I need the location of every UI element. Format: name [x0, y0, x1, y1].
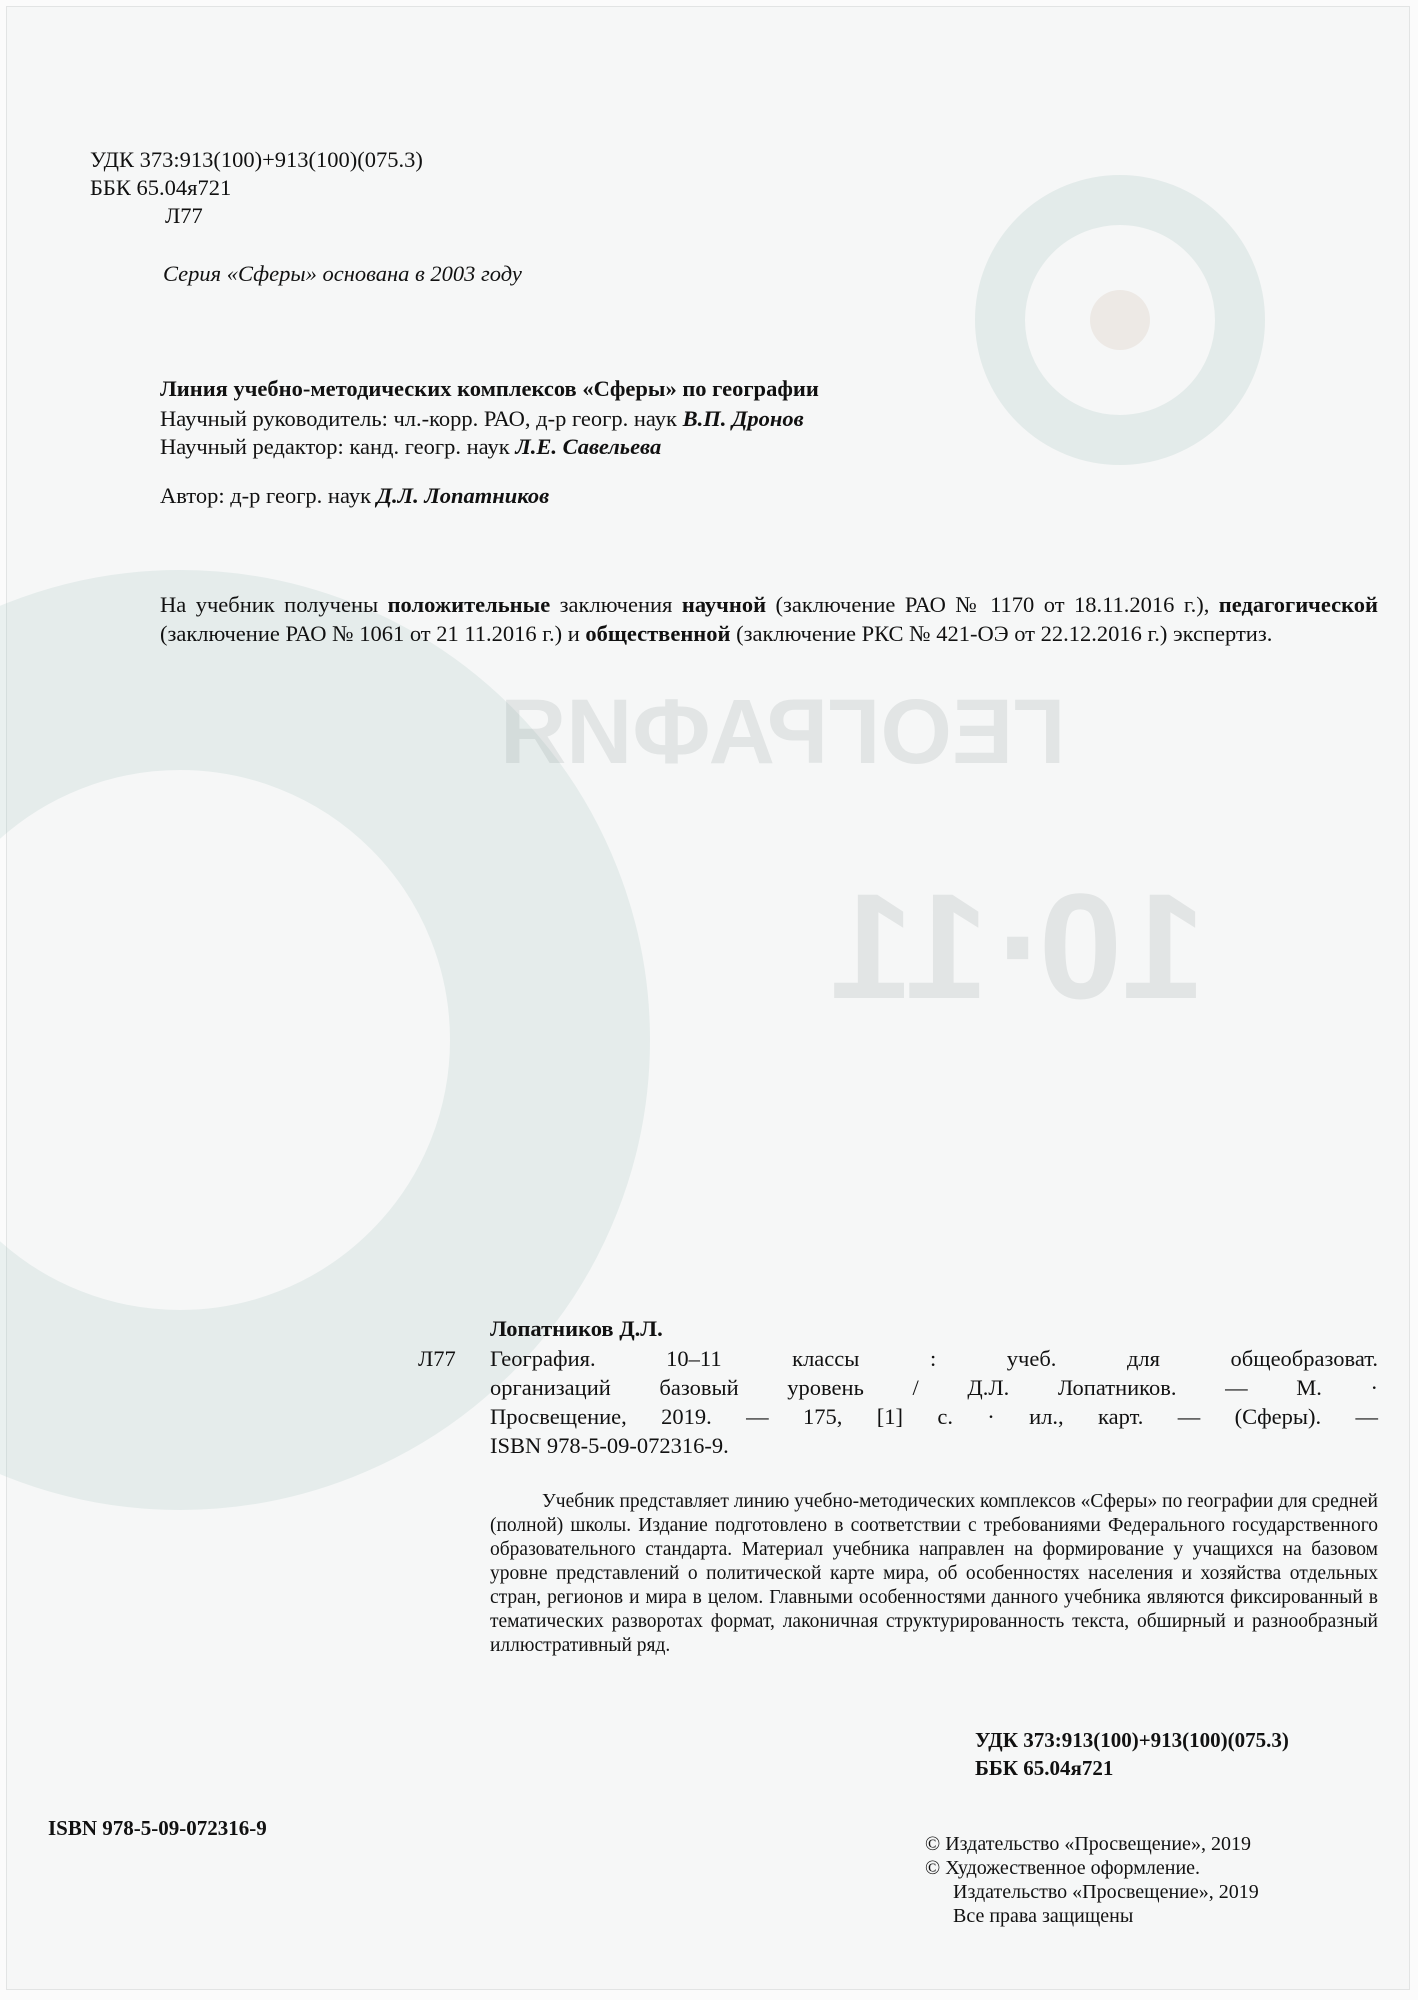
show-through-grade: 10·11: [830, 862, 1206, 1030]
catalog-mark: Л77: [418, 1346, 456, 1371]
catalog-line-3: Просвещение, 2019. — 175, [1] с. · ил., карт. — (Сферы). —: [490, 1404, 1378, 1429]
scientific-supervisor: [160, 405, 804, 433]
expertise-text-5: (заключение РКС № 421-ОЭ от 22.12.2016 г.) экспертиз.: [730, 621, 1273, 646]
expertise-text-1: На учебник получены: [160, 592, 388, 617]
catalog-author-heading: Лопатников Д.Л.: [490, 1316, 663, 1341]
expertise-scientific: научной: [681, 592, 767, 617]
expertise-text-2: заключения: [550, 592, 682, 617]
editor-name: Л.Е. Савельева: [515, 434, 662, 459]
copyright-line-3: Издательство «Просвещение», 2019: [953, 1881, 1259, 1903]
udk-code: УДК 373:913(100)+913(100)(075.3): [90, 147, 423, 172]
supervisor-label: Научный руководитель: чл.-корр. РАО, д-р геогр. наук: [160, 406, 683, 431]
abstract-paragraph: Учебник представляет линию учебно-методических комплексов «Сферы» по географии для средней (полной) школы. Издание подготовлено в соответствии с требованиями Федерального государственного образовательного стандарта. Материал учебника направлен на формирование у учащихся на базовом уровне представлений о политической карте мира, об особенностях населения и хозяйства отдельных стран, регионов и мира в целом. Главными особенностями данного учебника являются фиксированный в тематических разворотах формат, лаконичная структурированность текста, обширный и разнообразный иллюстративный ряд.: [490, 1491, 1378, 1656]
editor-label: Научный редактор: канд. геогр. наук: [160, 434, 516, 459]
expertise-pedagogical: педагогической: [1218, 592, 1378, 617]
supervisor-name: В.П. Дронов: [682, 406, 804, 431]
copyright-line-2: © Художественное оформление.: [925, 1857, 1201, 1879]
bbk-code: ББК 65.04я721: [90, 175, 232, 200]
copyright-line-1: © Издательство «Просвещение», 2019: [925, 1833, 1251, 1855]
author-label: Автор: д-р геогр. наук: [160, 483, 377, 508]
isbn: ISBN 978-5-09-072316-9: [48, 1816, 267, 1840]
expertise-paragraph: [160, 590, 1378, 648]
expertise-public: общественной: [585, 621, 731, 646]
footer-udk: УДК 373:913(100)+913(100)(075.3): [975, 1728, 1289, 1752]
author-name: Д.Л. Лопатников: [376, 483, 550, 508]
scientific-editor: [160, 433, 661, 461]
footer-bbk: ББК 65.04я721: [975, 1756, 1114, 1780]
series-line: Линия учебно-методических комплексов «Сферы» по географии: [160, 376, 819, 401]
copyright-block: [925, 1832, 1259, 1928]
catalog-line-4: ISBN 978-5-09-072316-9.: [490, 1433, 729, 1458]
author-line: [160, 482, 549, 510]
expertise-text-4: (заключение РАО № 1061 от 21 11.2016 г.) и: [160, 621, 586, 646]
series-note: Серия «Сферы» основана в 2003 году: [163, 261, 522, 286]
author-mark: Л77: [165, 203, 203, 228]
show-through-title: ГЕОГРАФИЯ: [500, 681, 1066, 783]
expertise-text-3: (заключение РАО № 1170 от 18.11.2016 г.),: [766, 592, 1219, 617]
catalog-line-1: География. 10–11 классы : учеб. для общеобразоват.: [490, 1346, 1378, 1371]
catalog-line-2: организаций базовый уровень / Д.Л. Лопатников. — М. ·: [490, 1375, 1378, 1400]
expertise-positive: положительные: [387, 592, 551, 617]
copyright-line-4: Все права защищены: [953, 1905, 1134, 1927]
